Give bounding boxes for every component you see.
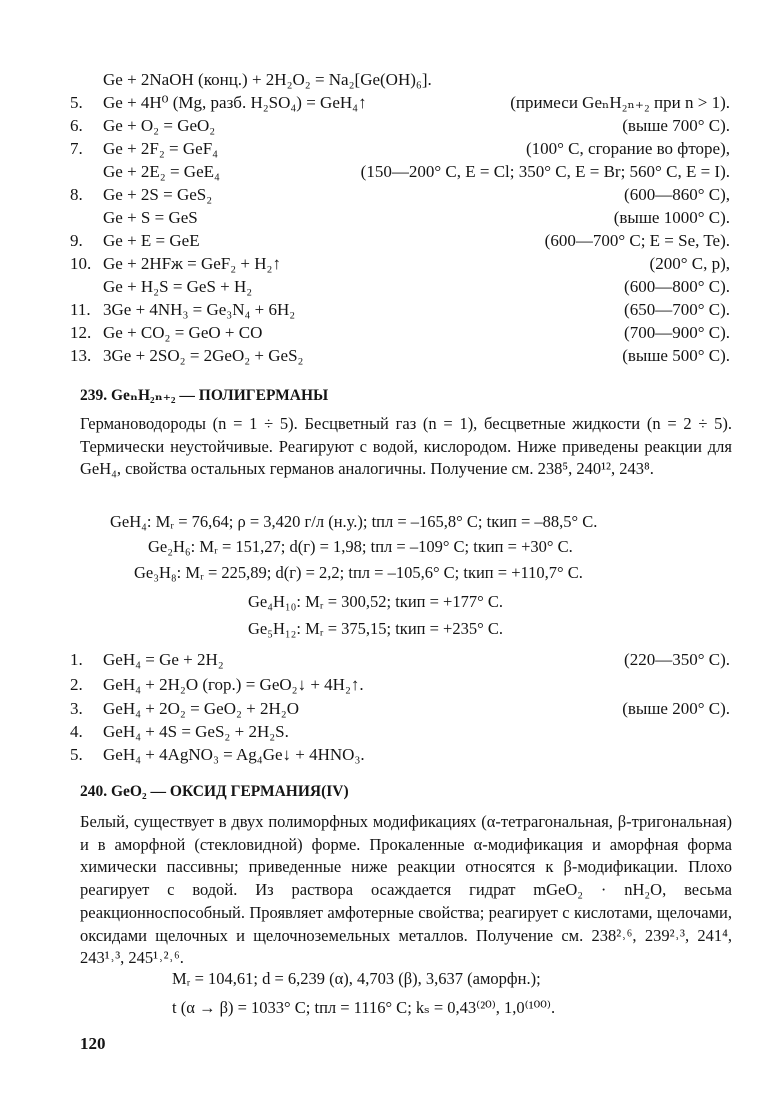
reaction-line: [70, 93, 730, 116]
reaction-number: 11.: [70, 300, 91, 319]
reaction-condition: (примеси GeₙH₂ₙ₊₂ при n > 1).: [510, 93, 730, 112]
reaction-equation: Ge + 2HFж = GeF₂ + H₂↑: [103, 254, 281, 273]
property-line: t (α → β) = 1033° C; tпл = 1116° C; kₛ = 0,43⁽²⁰⁾, 1,0⁽¹⁰⁰⁾.: [172, 998, 556, 1017]
reaction-number: 5.: [70, 93, 83, 112]
reaction-number: 8.: [70, 185, 83, 204]
reaction-number: 10.: [70, 254, 92, 273]
reaction-condition: (100° C, сгорание во фторе),: [525, 139, 730, 158]
reaction-line: [70, 722, 730, 745]
reaction-condition: (600—700° C; E = Se, Te).: [544, 231, 730, 250]
property-line: Mᵣ = 104,61; d = 6,239 (α), 4,703 (β), 3,637 (аморфн.);: [172, 969, 541, 988]
reaction-line: [70, 254, 730, 277]
reaction-equation: GeH₄ + 4S = GeS₂ + 2H₂S.: [103, 722, 289, 741]
reaction-number: 2.: [70, 675, 83, 694]
reaction-line: [70, 323, 730, 346]
reaction-line: [70, 650, 730, 673]
reaction-equation: Ge + E = GeE: [103, 231, 200, 250]
property-line: Ge₄H₁₀: Mᵣ = 300,52; tкип = +177° C.: [248, 592, 503, 611]
reaction-line: [70, 139, 730, 162]
reaction-condition: (220—350° C).: [624, 650, 730, 669]
reaction-equation: Ge + H₂S = GeS + H₂: [103, 277, 253, 296]
reaction-equation: Ge + 2NaOH (конц.) + 2H₂O₂ = Na₂[Ge(OH)₆].: [103, 70, 432, 89]
reaction-equation: Ge + 2F₂ = GeF₄: [103, 139, 219, 158]
reaction-line: [70, 300, 730, 323]
reaction-number: 12.: [70, 323, 92, 342]
reaction-condition: (600—860° C),: [624, 185, 730, 204]
reaction-line: [70, 162, 730, 185]
reaction-condition: (650—700° C).: [624, 300, 730, 319]
section-paragraph: Германоводороды (n = 1 ÷ 5). Бесцветный газ (n = 1), бесцветные жидкости (n = 2 ÷ 5). Термически неустойчивые. Реагируют с водой, кислородом. Ниже приведены реакции для GeH₄, свойства остальных германов аналогичны. Получение см. 238⁵, 240¹², 243⁸.: [80, 414, 732, 479]
reaction-number: 3.: [70, 699, 83, 718]
section-paragraph: Белый, существует в двух полиморфных модификациях (α-тетрагональная, β-тригональная) и в аморфной (стекловидной) форме. Прокаленные α-модификация и аморфная форма химически пассивны; приведенные ниже реакции относятся к β-модификации. Плохо реагирует с водой. Из раствора осаждается гидрат mGeO₂ · nH₂O, весьма реакционноспособный. Проявляет амфотерные свойства; реагирует с кислотами, щелочами, оксидами щелочных и щелочноземельных металлов. Получение см. 238²˒⁶, 239²˒³, 241⁴, 243¹˒³, 245¹˒²˒⁶.: [80, 812, 732, 968]
reaction-condition: (выше 500° C).: [622, 346, 730, 365]
reaction-equation: GeH₄ + 2H₂O (гор.) = GeO₂↓ + 4H₂↑.: [103, 675, 364, 694]
reaction-line: [70, 745, 730, 768]
reaction-condition: (700—900° C).: [624, 323, 730, 342]
reaction-line: [70, 116, 730, 139]
reaction-number: 4.: [70, 722, 83, 741]
reaction-line: [70, 346, 730, 369]
reaction-equation: GeH₄ + 2O₂ = GeO₂ + 2H₂O: [103, 699, 299, 718]
property-line: Ge₅H₁₂: Mᵣ = 375,15; tкип = +235° C.: [248, 619, 503, 638]
reaction-equation: Ge + S = GeS: [103, 208, 198, 227]
reaction-equation: GeH₄ + 4AgNO₃ = Ag₄Ge↓ + 4HNO₃.: [103, 745, 365, 764]
reaction-number: 13.: [70, 346, 92, 365]
reaction-condition: (выше 1000° C).: [613, 208, 730, 227]
reaction-number: 6.: [70, 116, 83, 135]
reaction-condition: (200° C, p),: [649, 254, 730, 273]
reaction-line: [70, 699, 730, 722]
reaction-condition: (выше 200° C).: [622, 699, 730, 718]
section-heading: 239. GeₙH₂ₙ₊₂ — ПОЛИГЕРМАНЫ: [80, 387, 329, 404]
reaction-number: 9.: [70, 231, 83, 250]
reaction-equation: GeH₄ = Ge + 2H₂: [103, 650, 224, 669]
reaction-condition: (150—200° C, E = Cl; 350° C, E = Br; 560° C, E = I).: [360, 162, 730, 181]
reaction-equation: Ge + 2E₂ = GeE₄: [103, 162, 220, 181]
reaction-line: [70, 70, 730, 93]
property-line: Ge₃H₈: Mᵣ = 225,89; d(г) = 2,2; tпл = –105,6° C; tкип = +110,7° C.: [134, 563, 583, 582]
reaction-line: [70, 675, 730, 698]
property-line: Ge₂H₆: Mᵣ = 151,27; d(г) = 1,98; tпл = –109° C; tкип = +30° C.: [148, 537, 573, 556]
reaction-condition: (выше 700° C).: [622, 116, 730, 135]
reaction-number: 1.: [70, 650, 83, 669]
section-heading: 240. GeO₂ — ОКСИД ГЕРМАНИЯ(IV): [80, 783, 349, 800]
reaction-line: [70, 277, 730, 300]
reaction-line: [70, 185, 730, 208]
property-line: GeH₄: Mᵣ = 76,64; ρ = 3,420 г/л (н.у.); tпл = –165,8° C; tкип = –88,5° C.: [110, 512, 598, 531]
reaction-equation: Ge + O₂ = GeO₂: [103, 116, 216, 135]
reaction-equation: 3Ge + 2SO₂ = 2GeO₂ + GeS₂: [103, 346, 304, 365]
reaction-number: 7.: [70, 139, 83, 158]
page-number: 120: [80, 1034, 106, 1053]
reaction-equation: Ge + CO₂ = GeO + CO: [103, 323, 263, 342]
reaction-equation: Ge + 4H⁰ (Mg, разб. H₂SO₄) = GeH₄↑: [103, 93, 367, 112]
reaction-number: 5.: [70, 745, 83, 764]
reaction-condition: (600—800° C).: [624, 277, 730, 296]
reaction-line: [70, 231, 730, 254]
reaction-equation: Ge + 2S = GeS₂: [103, 185, 213, 204]
reaction-line: [70, 208, 730, 231]
reaction-equation: 3Ge + 4NH₃ = Ge₃N₄ + 6H₂: [103, 300, 296, 319]
